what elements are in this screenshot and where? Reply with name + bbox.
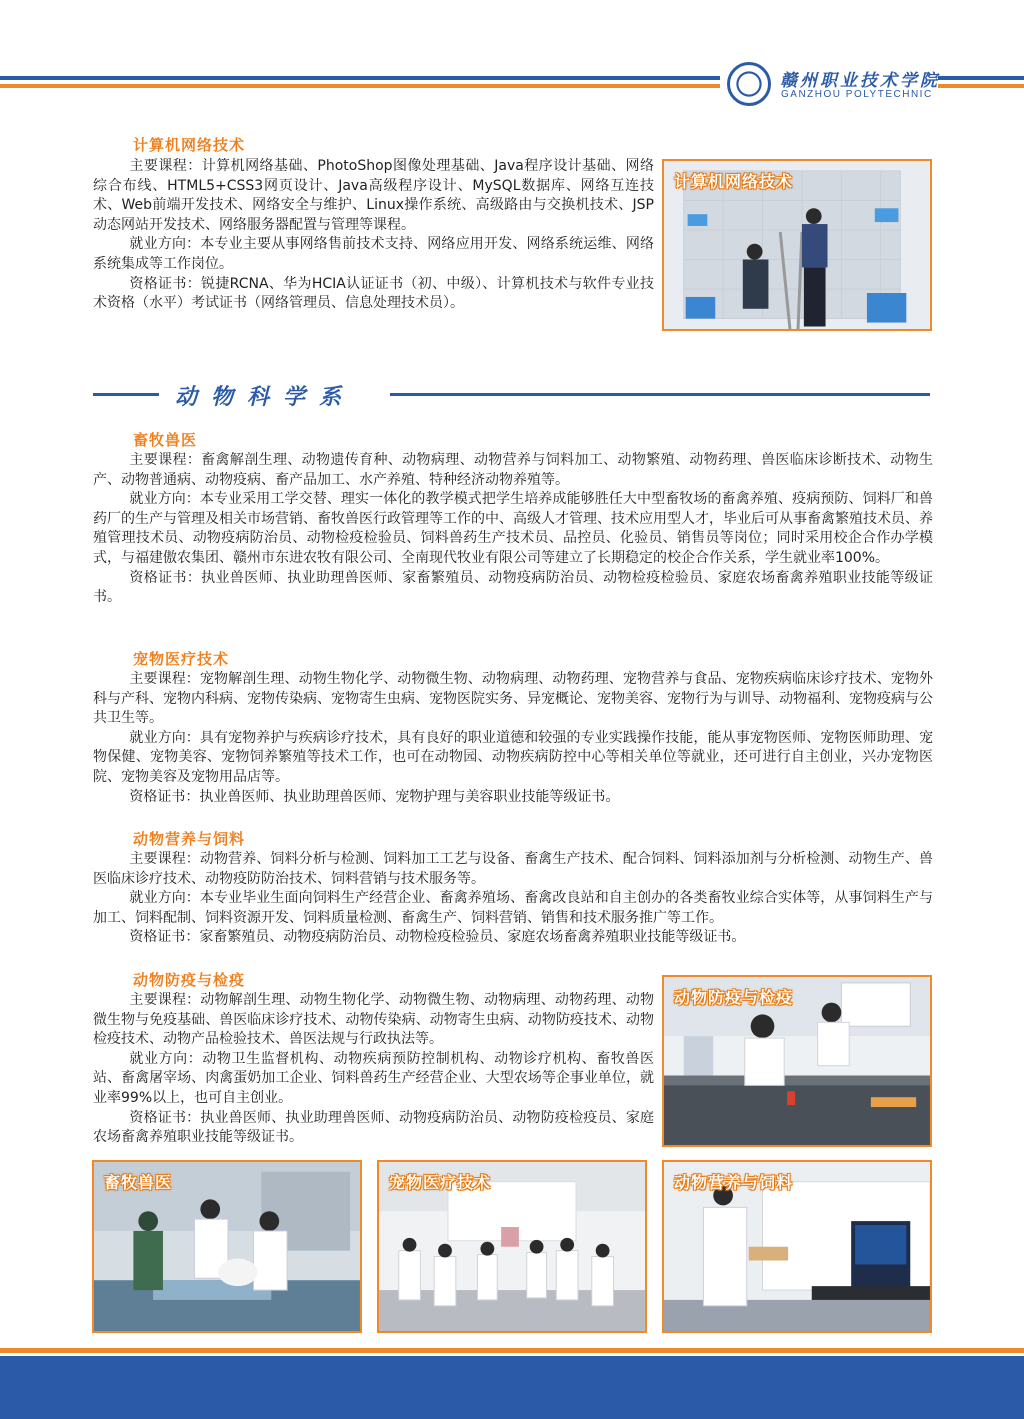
dept-line-left	[93, 393, 159, 396]
pet-jobs: 就业方向：具有宠物养护与疾病诊疗技术，具有良好的职业道德和较强的专业实践操作技能，能从事宠物医师、宠物医师助理、宠物保健、宠物美容、宠物饲养繁殖等技术工作，也可在动物园、动物疾病防控中心等相关单位等就业，还可进行自主创业，兴办宠物医院、宠物美容及宠物用品店等。	[93, 729, 933, 785]
section-title-nutrition: 动物营养与饲料	[133, 830, 246, 848]
footer-stripe-orange	[0, 1348, 1024, 1353]
epidemic-courses: 主要课程：动物解剖生理、动物生物化学、动物微生物、动物病理、动物药理、动物微生物与免疫基础、兽医临床诊疗技术、动物传染病、动物寄生虫病、动物防疫技术、动物检疫技术、动物产品检验技术、兽医法规与行政执法等。	[93, 992, 654, 1048]
section-body-network	[93, 157, 654, 314]
photo-caption-pet: 宠物医疗技术	[389, 1173, 492, 1192]
nutrition-courses: 主要课程：动物营养、饲料分析与检测、饲料加工工艺与设备、畜禽生产技术、配合饲料、饲料添加剂与分析检测、动物生产、兽医临床诊疗技术、动物疫防防治技术、饲料营销与技术服务等。	[93, 851, 933, 887]
header-line-orange-right	[938, 84, 1024, 88]
footer-band-blue	[0, 1356, 1024, 1419]
pet-courses: 主要课程：宠物解剖生理、动物生物化学、动物微生物、动物病理、动物药理、宠物营养与食品、宠物疾病临床诊疗技术、宠物外科与产科、宠物内科病、宠物传染病、宠物寄生虫病、宠物医院实务、异宠概论、宠物美容、宠物行为与训导、动物福利、宠物疫病与公共卫生等。	[93, 671, 933, 727]
header-line-blue	[0, 76, 720, 80]
epidemic-certs: 资格证书：执业兽医师、执业助理兽医师、动物疫病防治员、动物防疫检疫员、家庭农场畜禽养殖职业技能等级证书。	[93, 1109, 654, 1146]
photo-nutrition	[662, 1160, 932, 1333]
photo-network-lab	[662, 159, 932, 331]
husbandry-certs: 资格证书：执业兽医师、执业助理兽医师、家畜繁殖员、动物疫病防治员、动物检疫检验员、家庭农场畜禽养殖职业技能等级证书。	[93, 569, 933, 606]
header-line-blue-right	[938, 76, 1024, 80]
school-name-cn: 赣州职业技术学院	[780, 71, 940, 91]
school-name-en: GANZHOU POLYTECHNIC	[781, 89, 933, 100]
epidemic-jobs: 就业方向：动物卫生监督机构、动物疾病预防控制机构、动物诊疗机构、畜牧兽医站、畜禽屠宰场、肉禽蛋奶加工企业、饲料兽药生产经营企业、大型农场等企事业单位，就业率99%以上，也可自主创业。	[93, 1050, 654, 1106]
section-title-husbandry: 畜牧兽医	[133, 431, 198, 449]
section-title-network: 计算机网络技术	[133, 136, 246, 154]
section-body-husbandry	[93, 451, 933, 608]
photo-pet	[377, 1160, 647, 1333]
photo-caption-husbandry: 畜牧兽医	[104, 1173, 173, 1192]
husbandry-jobs: 就业方向：本专业采用工学交替、理实一体化的教学模式把学生培养成能够胜任大中型畜牧场的畜禽养殖、疫病预防、饲料厂和兽药厂的生产与管理及相关市场营销、畜牧兽医行政管理等工作的中、高级人才管理、技术应用型人才，毕业后可从事畜禽繁殖技术员、养殖管理技术员、动物疫病防治员、动物检疫检验员、饲料兽药生产技术员、品控员、化验员、销售员等岗位；同时采用校企合作办学模式，与福建傲农集团、赣州市东进农牧有限公司、全南现代牧业有限公司等建立了长期稳定的校企合作关系，学生就业率100%。	[93, 491, 933, 566]
nutrition-certs: 资格证书：家畜繁殖员、动物疫病防治员、动物检疫检验员、家庭农场畜禽养殖职业技能等级证书。	[129, 929, 746, 946]
photo-epidemic-lab	[662, 975, 932, 1147]
nutrition-jobs: 就业方向：本专业毕业生面向饲料生产经营企业、畜禽养殖场、畜禽改良站和自主创办的各类畜牧业综合实体等，从事饲料生产与加工、饲料配制、饲料资源开发、饲料质量检测、畜禽生产、饲料营销、销售和技术服务推广等工作。	[93, 890, 933, 926]
network-certs: 资格证书：锐捷RCNA、华为HCIA认证证书（初、中级）、计算机技术与软件专业技术资格（水平）考试证书（网络管理员、信息处理技术员）。	[93, 275, 654, 312]
network-jobs: 就业方向：本专业主要从事网络售前技术支持、网络应用开发、网络系统运维、网络系统集成等工作岗位。	[93, 236, 654, 272]
school-logo-icon	[727, 62, 771, 106]
section-body-pet	[93, 670, 933, 807]
dept-line-right	[390, 393, 930, 396]
network-courses: 主要课程：计算机网络基础、PhotoShop图像处理基础、Java程序设计基础、网络综合布线、HTML5+CSS3网页设计、Java高级程序设计、MySQL数据库、网络互连技术、Web前端开发技术、网络安全与维护、Linux操作系统、高级路由与交换机技术、JSP动态网站开发技术、网络服务器配置与管理等课程。	[93, 158, 654, 233]
husbandry-courses: 主要课程：畜禽解剖生理、动物遗传育种、动物病理、动物营养与饲料加工、动物繁殖、动物药理、兽医临床诊断技术、动物生产、动物普通病、动物疫病、畜产品加工、水产养殖、特种经济动物养殖等。	[93, 452, 933, 488]
photo-caption-network: 计算机网络技术	[674, 172, 794, 191]
photo-caption-nutrition: 动物营养与饲料	[674, 1173, 794, 1192]
section-body-nutrition	[93, 850, 933, 948]
pet-certs: 资格证书：执业兽医师、执业助理兽医师、宠物护理与美容职业技能等级证书。	[129, 788, 620, 805]
section-body-epidemic	[93, 991, 654, 1148]
photo-caption-epidemic: 动物防疫与检疫	[674, 988, 794, 1007]
header-line-orange	[0, 84, 720, 88]
department-title: 动物科学系	[175, 384, 356, 410]
photo-husbandry	[92, 1160, 362, 1333]
section-title-pet: 宠物医疗技术	[133, 650, 230, 668]
section-title-epidemic: 动物防疫与检疫	[133, 971, 246, 989]
